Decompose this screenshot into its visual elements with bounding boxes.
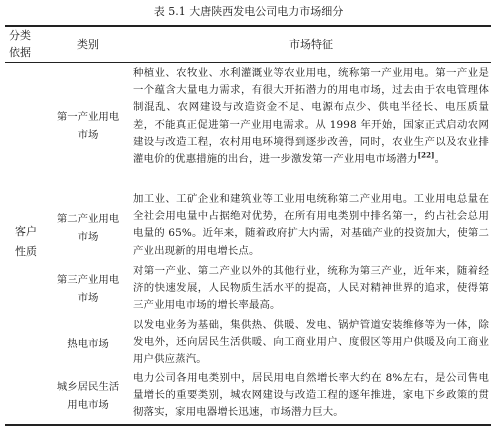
table-top-rule (5, 25, 491, 27)
table-row-2-feature: 加工业、工矿企业和建筑业等工业用电统称第二产业用电。工业用电总量在全社会用电量中占据绝对优势，在所有用电类别中排名第一，约占社会总用电量的 65%。近年来，随着政府扩大内需，对基础产业的投资加大，使第二产业出现新的用电增长点。 (133, 193, 489, 257)
header-basis: 分类 依据 (9, 29, 31, 59)
basis-value: 客户 性质 (15, 225, 37, 258)
table-row-1-feature-text: 种植业、农牧业、水利灌溉业等农业用电，统称第一产业用电。第一产业是一个蕴含大量电力需求，有很大开拓潜力的用电市场，过去由于农电管理体制混乱、农网建设与改造资金不足、电源布点少、供电半径长、电压质量差，不能真正促进第一产业用电需求。从 1998 年开始，国家正式启动农网建设与改造工程，农村用电环境得到逐步改善，同时，农业生产以及农业排灌电价的优惠措施的出台，进一步激发第一产业用电市场潜力 (133, 67, 489, 166)
table-bottom-rule (5, 424, 491, 426)
header-feature: 市场特征 (289, 38, 333, 51)
table-row-1-feature (133, 65, 489, 168)
header-category: 类别 (77, 38, 99, 51)
table-caption: 表 5.1 大唐陕西发电公司电力市场细分 (153, 5, 344, 18)
table-row-1-category: 第一产业用电 市场 (56, 111, 120, 141)
table-row-2-category: 第二产业用电 市场 (56, 213, 120, 243)
table-row-3-feature: 对第一产业、第二产业以外的其他行业，统称为第三产业，近年来，随着经济的快速发展，人民物质生活水平的提高，人民对精神世界的追求，使得第三产业用电市场的增长率最高。 (133, 265, 489, 312)
table-row-1-feature-tail: 。 (434, 153, 446, 166)
citation-ref: [22] (417, 150, 435, 160)
table-row-5-category: 城乡居民生活 用电市场 (56, 381, 120, 411)
table-header-rule (5, 62, 491, 63)
table-row-3-category: 第三产业用电 市场 (56, 274, 120, 304)
table-row-5-feature: 电力公司各用电类别中，居民用电自然增长率大约在 8%左右，是公司售电量增长的重要类别，城农网建设与改造工程的逐年推进，家电下乡政策的贯彻落实，家用电器增长迅速，市场潜力巨大。 (133, 372, 489, 419)
table-row-4-feature: 以发电业务为基础，集供热、供暖、发电、锅炉管道安装维修等为一体，除发电外，还向居民生活供暖、向工商业用户、度假区等用户供暖及向工商业用户供应蒸汽。 (133, 319, 489, 366)
table-row-4-category: 热电市场 (67, 338, 109, 350)
